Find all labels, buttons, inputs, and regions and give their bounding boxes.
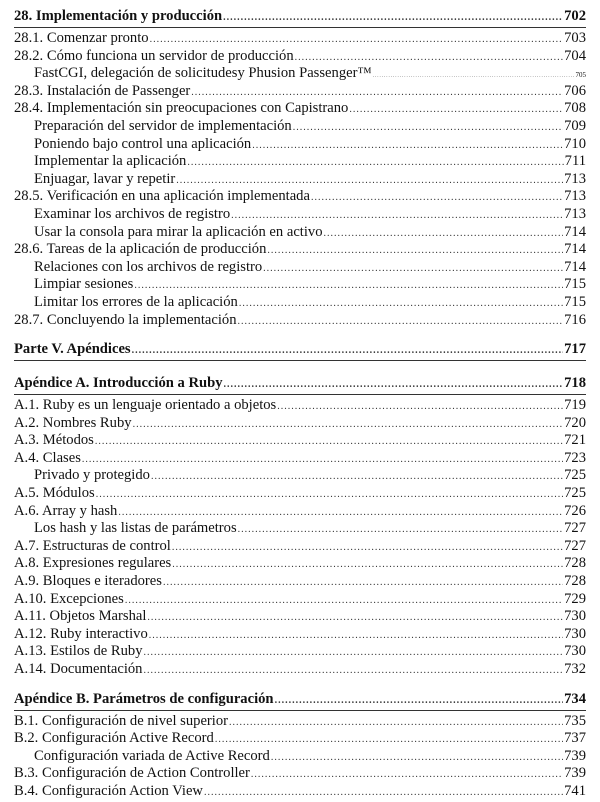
toc-entry-page: 715	[564, 276, 586, 293]
toc-entry-page: 719	[564, 397, 586, 414]
toc-entry-title: Enjuagar, lavar y repetir	[34, 170, 176, 187]
dot-leader	[238, 313, 564, 331]
toc-entry-title: A.10. Excepciones	[14, 590, 124, 607]
toc-entry-title: Privado y protegido	[34, 467, 150, 484]
toc-entry[interactable]	[14, 241, 586, 259]
toc-entry[interactable]	[14, 643, 586, 661]
toc-entry-title: Examinar los archivos de registro	[34, 205, 231, 222]
toc-entry[interactable]	[14, 153, 586, 171]
toc-entry-page: 718	[564, 375, 586, 392]
toc-entry-page: 713	[564, 205, 586, 222]
dot-leader	[125, 592, 563, 610]
toc-entry-title: 28.3. Instalación de Passenger	[14, 82, 191, 99]
toc-entry-title: 28.5. Verificación en una aplicación implementada	[14, 188, 310, 205]
toc-entry-page: 728	[564, 573, 586, 590]
toc-entry-page: 703	[564, 30, 586, 46]
section-gap	[14, 679, 586, 691]
toc-entry[interactable]	[14, 294, 586, 312]
dot-leader	[275, 692, 564, 710]
dot-leader	[223, 9, 563, 27]
toc-entry[interactable]	[14, 100, 586, 118]
dot-leader	[95, 433, 563, 451]
section-gap	[14, 363, 586, 375]
toc-entry-title: Usar la consola para mirar la aplicación en activo	[34, 223, 323, 240]
toc-entry-page: 708	[564, 100, 586, 117]
dot-leader	[239, 295, 563, 313]
toc-entry-page: 726	[564, 502, 586, 519]
toc-entry-page: 713	[564, 170, 586, 187]
toc-entry-title: A.4. Clases	[14, 449, 81, 466]
toc-entry-title: A.5. Módulos	[14, 485, 95, 502]
table-of-contents	[14, 8, 586, 801]
toc-entry-title: B.4. Configuración Action View	[14, 782, 203, 799]
toc-entry-title: Apéndice B. Parámetros de configuración	[14, 690, 274, 707]
toc-entry[interactable]	[14, 206, 586, 224]
toc-entry-title: 28.7. Concluyendo la implementación	[14, 311, 237, 328]
toc-entry-title: A.7. Estructuras de control	[14, 537, 171, 554]
toc-entry[interactable]	[14, 188, 586, 206]
dot-leader	[238, 521, 563, 539]
dot-leader	[134, 277, 563, 295]
toc-entry-page: 715	[564, 293, 586, 310]
toc-entry-page: 717	[564, 341, 586, 358]
toc-entry-title: A.2. Nombres Ruby	[14, 414, 132, 431]
dot-leader	[191, 84, 563, 102]
toc-entry[interactable]	[14, 259, 586, 277]
dot-leader	[231, 207, 563, 225]
toc-entry-title: Limitar los errores de la aplicación	[34, 293, 238, 310]
toc-entry[interactable]	[14, 432, 586, 450]
toc-entry-title: A.12. Ruby interactivo	[14, 625, 148, 642]
dot-leader	[271, 749, 563, 767]
toc-entry-title: A.1. Ruby es un lenguaje orientado a objetos	[14, 397, 277, 414]
toc-entry[interactable]	[14, 730, 586, 748]
toc-entry-page: 721	[564, 432, 586, 449]
toc-entry-page: 728	[564, 555, 586, 572]
toc-entry-title: A.6. Array y hash	[14, 502, 118, 519]
toc-entry-title: A.8. Expresiones regulares	[14, 555, 172, 572]
toc-entry[interactable]	[14, 276, 586, 294]
dot-leader	[311, 189, 563, 207]
toc-entry-title: B.2. Configuración Active Record	[14, 730, 214, 747]
toc-entry-page: 730	[564, 643, 586, 660]
toc-entry-page: 720	[564, 414, 586, 431]
toc-entry[interactable]	[14, 467, 586, 485]
toc-entry-page: 704	[564, 47, 586, 64]
dot-leader	[215, 731, 563, 749]
dot-leader	[229, 714, 563, 732]
toc-entry[interactable]	[14, 485, 586, 503]
dot-leader	[324, 225, 564, 243]
dot-leader	[172, 539, 563, 557]
dot-leader	[96, 486, 563, 504]
toc-entry[interactable]	[14, 118, 586, 136]
toc-entry-page: 709	[564, 117, 586, 134]
toc-entry-page: 732	[564, 661, 586, 677]
toc-entry[interactable]	[14, 608, 586, 626]
toc-entry-title: Implementar la aplicación	[34, 153, 187, 170]
toc-entry-title: A.11. Objetos Marshal	[14, 608, 147, 625]
toc-entry-title: 28.4. Implementación sin preocupaciones con Capistrano	[14, 100, 349, 117]
toc-entry-page: 716	[564, 311, 586, 328]
dot-leader	[224, 376, 564, 394]
toc-entry-page: 706	[564, 82, 586, 99]
toc-entry-page: 714	[564, 223, 586, 240]
toc-entry[interactable]	[14, 765, 586, 783]
toc-entry[interactable]	[14, 748, 586, 766]
toc-entry-page: 714	[564, 241, 586, 258]
toc-entry-page: 739	[564, 747, 586, 764]
toc-entry-page: 734	[564, 690, 586, 707]
dot-leader	[187, 154, 563, 172]
toc-entry-page: 705	[575, 71, 586, 80]
toc-entry[interactable]	[14, 171, 586, 189]
toc-entry-title: 28.1. Comenzar pronto	[14, 30, 149, 46]
toc-entry[interactable]	[14, 48, 586, 66]
dot-leader	[144, 644, 564, 662]
dot-leader	[277, 398, 563, 416]
toc-section-heading[interactable]	[14, 691, 586, 711]
toc-entry[interactable]	[14, 661, 586, 679]
toc-entry-title: FastCGI, delegación de solicitudesy Phusion Passenger™	[34, 65, 372, 82]
toc-entry[interactable]	[14, 83, 586, 101]
toc-entry[interactable]	[14, 555, 586, 573]
dot-leader	[172, 556, 563, 574]
toc-entry-title: Configuración variada de Active Record	[34, 747, 270, 764]
toc-entry-page: 714	[564, 258, 586, 275]
toc-entry-title: B.3. Configuración de Action Controller	[14, 765, 250, 782]
dot-leader	[163, 574, 563, 592]
dot-leader	[263, 260, 563, 278]
dot-leader	[176, 172, 563, 190]
dot-leader	[132, 342, 563, 360]
dot-leader	[349, 101, 563, 119]
toc-section-heading[interactable]	[14, 8, 586, 28]
toc-entry-page: 725	[564, 485, 586, 502]
dot-leader	[147, 609, 563, 627]
toc-entry-page: 710	[564, 135, 586, 152]
toc-entry[interactable]	[14, 224, 586, 242]
toc-entry[interactable]	[14, 415, 586, 433]
toc-entry[interactable]	[14, 136, 586, 154]
toc-entry-title: A.9. Bloques e iteradores	[14, 573, 162, 590]
toc-section-heading[interactable]	[14, 341, 586, 361]
toc-entry-page: 725	[564, 467, 586, 484]
toc-entry-title: Apéndice A. Introducción a Ruby	[14, 375, 223, 392]
toc-entry-title: 28. Implementación y producción	[14, 8, 223, 24]
dot-leader	[133, 416, 564, 434]
toc-entry-title: A.13. Estilos de Ruby	[14, 643, 143, 660]
dot-leader	[293, 119, 563, 137]
toc-entry[interactable]	[14, 520, 586, 538]
toc-entry[interactable]	[14, 591, 586, 609]
toc-entry[interactable]	[14, 65, 586, 83]
dot-leader	[149, 627, 563, 645]
toc-entry[interactable]	[14, 573, 586, 591]
toc-entry-page: 737	[564, 730, 586, 747]
dot-leader	[118, 504, 563, 522]
toc-entry-title: 28.2. Cómo funciona un servidor de producción	[14, 47, 294, 64]
toc-entry-page: 711	[564, 153, 586, 170]
dot-leader	[150, 31, 564, 49]
toc-entry-title: Parte V. Apéndices	[14, 341, 131, 358]
toc-section-heading[interactable]	[14, 375, 586, 395]
dot-leader	[252, 137, 563, 155]
dot-leader	[251, 766, 563, 784]
dot-leader	[267, 242, 563, 260]
toc-entry-page: 739	[564, 765, 586, 782]
toc-entry[interactable]	[14, 713, 586, 731]
section-gap	[14, 329, 586, 341]
toc-entry-page: 730	[564, 608, 586, 625]
toc-entry-title: B.1. Configuración de nivel superior	[14, 712, 228, 729]
toc-entry-page: 727	[564, 537, 586, 554]
dot-leader	[143, 662, 563, 680]
toc-entry-page: 723	[564, 449, 586, 466]
toc-entry-page: 729	[564, 590, 586, 607]
toc-entry-title: Los hash y las listas de parámetros	[34, 520, 237, 537]
dot-leader	[82, 451, 563, 469]
toc-entry-page: 741	[564, 782, 586, 799]
toc-entry-title: A.3. Métodos	[14, 432, 94, 449]
toc-entry-page: 727	[564, 520, 586, 537]
dot-leader	[151, 468, 563, 486]
toc-entry-title: Limpiar sesiones	[34, 276, 134, 293]
toc-entry-page: 702	[564, 8, 586, 24]
dot-leader	[295, 49, 563, 67]
toc-entry[interactable]	[14, 312, 586, 330]
toc-entry-page: 730	[564, 625, 586, 642]
toc-entry-page: 735	[564, 712, 586, 729]
toc-entry[interactable]	[14, 783, 586, 801]
toc-entry[interactable]	[14, 503, 586, 521]
toc-entry[interactable]	[14, 450, 586, 468]
toc-entry-title: Poniendo bajo control una aplicación	[34, 135, 252, 152]
toc-entry-title: Preparación del servidor de implementación	[34, 117, 292, 134]
toc-entry[interactable]	[14, 626, 586, 644]
toc-entry-title: Relaciones con los archivos de registro	[34, 258, 263, 275]
toc-entry-title: A.14. Documentación	[14, 661, 143, 677]
toc-entry-title: 28.6. Tareas de la aplicación de producción	[14, 241, 267, 258]
toc-entry[interactable]	[14, 538, 586, 556]
toc-entry-page: 713	[564, 188, 586, 205]
toc-entry[interactable]	[14, 30, 586, 48]
toc-entry[interactable]	[14, 397, 586, 415]
